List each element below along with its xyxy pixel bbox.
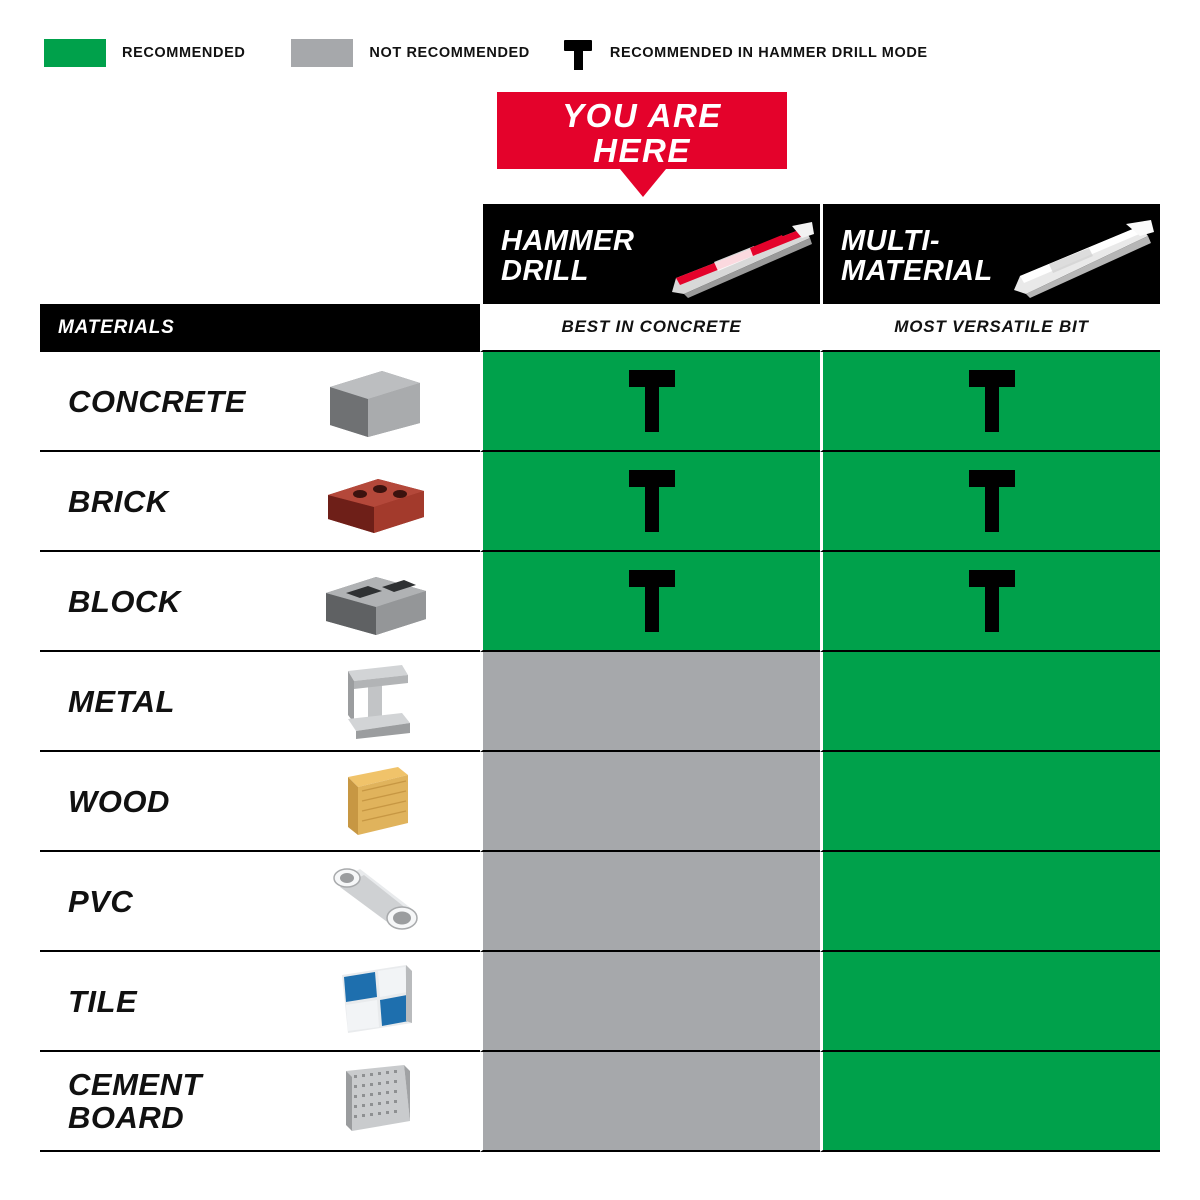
callout-line-1: YOU ARE [562,97,722,134]
cell-multi-material-pvc [820,852,1160,952]
cell-hammer-drill-metal [480,652,820,752]
material-cell-brick [40,452,480,552]
table-row [40,552,1160,652]
material-label: WOOD [68,783,170,819]
material-cell-concrete [40,352,480,452]
material-label: METAL [68,683,175,719]
cell-hammer-drill-wood [480,752,820,852]
hammer-icon [629,470,675,532]
cell-hammer-drill-pvc [480,852,820,952]
cell-multi-material-tile [820,952,1160,1052]
wood-block-icon [320,761,430,841]
column-title-multi-material [841,226,993,286]
hammer-icon [629,570,675,632]
cell-hammer-drill-brick [480,452,820,552]
white-multi-material-bit-icon [994,218,1154,298]
table-row [40,652,1160,752]
material-label: BRICK [68,483,169,519]
material-label: BLOCK [68,583,181,619]
callout-pointer [620,169,666,197]
material-label: CONCRETE [68,383,246,419]
legend-item-hammer-mode [564,36,928,70]
material-cell-pvc [40,852,480,952]
hammer-icon [629,370,675,432]
material-label: TILE [68,983,138,1019]
cell-hammer-drill-concrete [480,352,820,452]
cell-multi-material-metal [820,652,1160,752]
material-label: CEMENT BOARD [68,1067,202,1135]
cell-hammer-drill-cement-board [480,1052,820,1152]
column-subtitle-hammer-drill [480,304,820,352]
table-row [40,952,1160,1052]
legend-item-recommended [44,39,245,67]
header-spacer [40,204,480,304]
table-row [40,452,1160,552]
table-header-row [40,204,1160,304]
legend-swatch-green [44,39,106,67]
table-row [40,752,1160,852]
concrete-block-icon [320,361,430,441]
cell-multi-material-concrete [820,352,1160,452]
cell-multi-material-wood [820,752,1160,852]
column-title-line1: HAMMER [501,225,635,257]
hammer-icon [969,570,1015,632]
cell-hammer-drill-block [480,552,820,652]
legend-item-not-recommended [291,39,529,67]
hammer-icon [969,470,1015,532]
tile-icon [320,961,430,1041]
material-cell-wood [40,752,480,852]
column-header-hammer-drill [480,204,820,304]
material-cell-metal [40,652,480,752]
column-title-line2: MATERIAL [841,255,993,287]
table-row [40,852,1160,952]
column-title-hammer-drill [501,226,635,286]
material-label: PVC [68,883,134,919]
red-hammer-drill-bit-icon [654,218,814,298]
column-subtitle-multi-material [820,304,1160,352]
column-title-line2: DRILL [501,255,589,287]
cell-multi-material-brick [820,452,1160,552]
cell-multi-material-cement-board [820,1052,1160,1152]
legend-label-not-recommended: NOT RECOMMENDED [369,45,530,61]
legend [44,36,928,70]
hammer-icon [969,370,1015,432]
comparison-table [40,204,1160,1152]
table-row [40,352,1160,452]
callout-line-2: HERE [593,132,691,169]
cell-multi-material-block [820,552,1160,652]
metal-beam-icon [320,661,430,741]
you-are-here-callout [497,92,787,169]
material-cell-cement-board [40,1052,480,1152]
legend-label-hammer-mode: RECOMMENDED IN HAMMER DRILL MODE [609,45,928,61]
materials-header-label: MATERIALS [58,317,175,338]
pvc-pipe-icon [320,861,430,941]
hammer-icon [564,36,594,70]
legend-swatch-gray [291,39,353,67]
cement-board-icon [320,1061,430,1141]
brick-icon [320,461,430,541]
column-subtitle-label: MOST VERSATILE BIT [894,317,1089,336]
column-title-line1: MULTI- [841,225,941,257]
table-subtitle-row [40,304,1160,352]
column-header-multi-material [820,204,1160,304]
table-row [40,1052,1160,1152]
cell-hammer-drill-tile [480,952,820,1052]
materials-header [40,304,480,352]
legend-label-recommended: RECOMMENDED [122,45,246,61]
cinder-block-icon [320,561,430,641]
material-cell-block [40,552,480,652]
material-cell-tile [40,952,480,1052]
column-subtitle-label: BEST IN CONCRETE [561,317,742,336]
